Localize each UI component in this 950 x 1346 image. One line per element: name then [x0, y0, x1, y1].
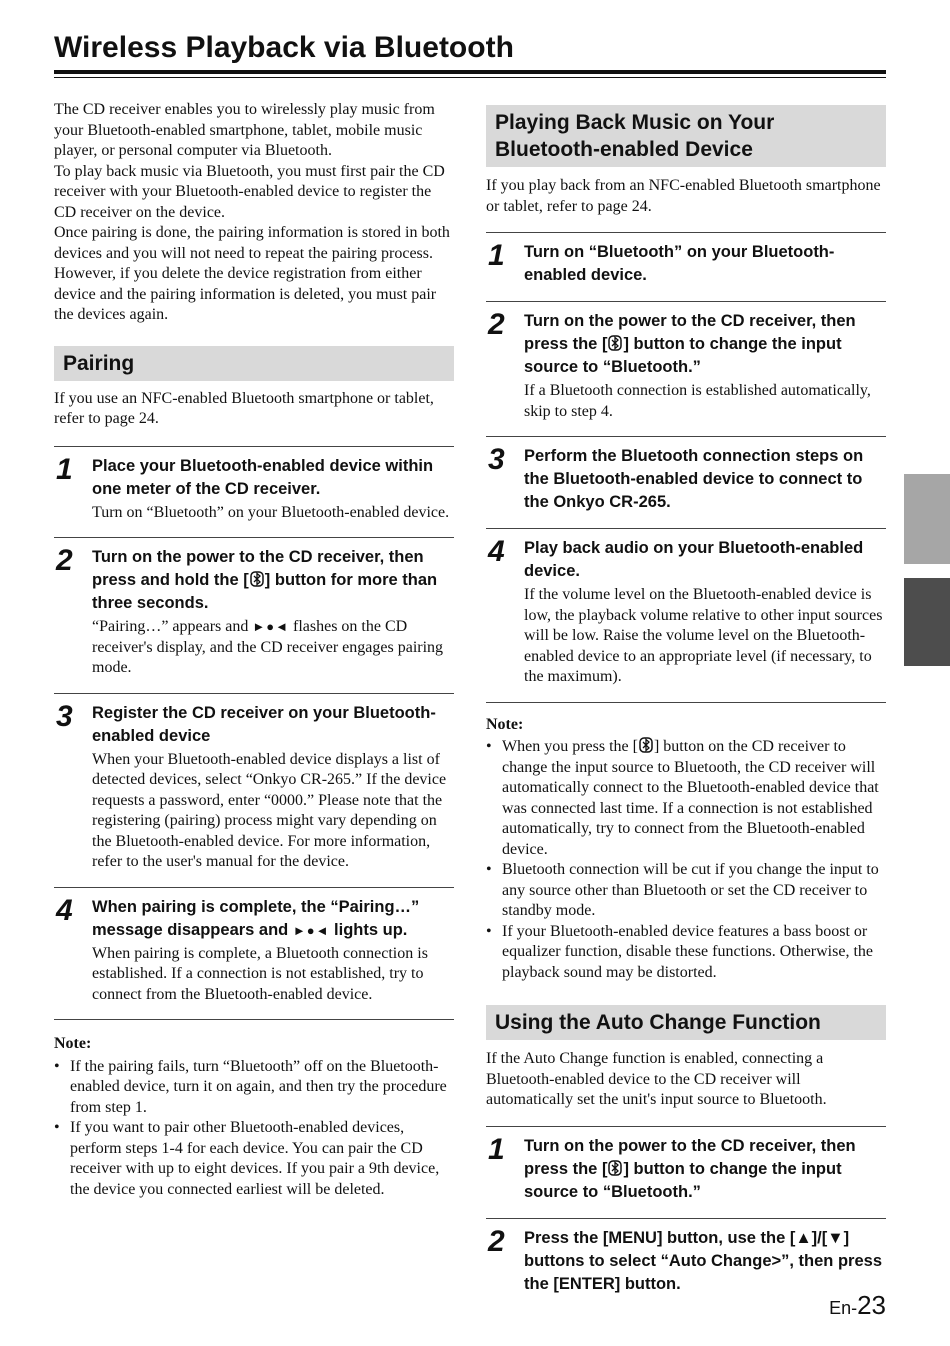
step-number: 1 — [56, 452, 73, 486]
note-label: Note: — [486, 715, 524, 733]
step-title: Place your Bluetooth-enabled device within one meter of the CD receiver. — [92, 456, 434, 498]
pairing-notes — [54, 1034, 454, 1200]
pairing-step-3 — [54, 693, 454, 887]
bullet-icon: • — [486, 922, 492, 940]
pairing-intro: If you use an NFC-enabled Bluetooth smartphone or tablet, refer to page 24. — [54, 389, 434, 427]
step-description: Turn on “Bluetooth” on your Bluetooth-enabled device. — [92, 503, 450, 521]
auto-change-step-2 — [486, 1218, 886, 1300]
note-item — [54, 1057, 454, 1119]
step-desc-part: “Pairing…” appears and — [92, 618, 253, 635]
note-text: If the pairing fails, turn “Bluetooth” off on the Bluetooth-enabled device, turn it on again, and then try the procedure from step 1. — [70, 1057, 447, 1116]
step-number: 3 — [488, 443, 505, 476]
intro-paragraph: To play back music via Bluetooth, you must first pair the CD receiver with your Bluetooth-enabled device to register the CD receiver on the device. — [54, 162, 445, 221]
bullet-icon: • — [486, 861, 492, 878]
playback-step-4 — [486, 528, 886, 703]
auto-change-intro: If the Auto Change function is enabled, connecting a Bluetooth-enabled device to the CD receiver will automatically set the unit's input source to Bluetooth. — [486, 1050, 827, 1108]
note-text-part: When you press the [ — [502, 738, 638, 755]
step-description: When pairing is complete, a Bluetooth connection is established. If a connection is not established, try to connect from the Bluetooth-enabled device. — [92, 944, 428, 1003]
page-number-prefix: En- — [829, 1298, 858, 1318]
right-column — [486, 105, 886, 1300]
section-heading-pairing: Pairing — [54, 346, 454, 381]
step-number: 2 — [56, 544, 73, 577]
step-title-part: ] button for more than three seconds. — [92, 571, 438, 612]
step-title — [92, 896, 454, 942]
bluetooth-button-icon — [250, 571, 264, 587]
bluetooth-button-icon — [639, 737, 653, 753]
left-column — [54, 100, 454, 1200]
note-text: Bluetooth connection will be cut if you change the input to any source other than Bluetooth or set the CD receiver to standby mode. — [502, 861, 879, 919]
auto-change-steps — [486, 1126, 886, 1300]
section-tab-dark — [904, 578, 950, 666]
step-title — [524, 310, 886, 379]
step-title-part: ] button to change the input source to “Bluetooth.” — [524, 335, 842, 376]
playback-step-2 — [486, 301, 886, 436]
step-number: 1 — [488, 1132, 505, 1166]
section-tab-light — [904, 474, 950, 564]
section-heading-playback: Playing Back Music on Your Bluetooth-enabled Device — [486, 105, 886, 167]
bluetooth-button-icon — [608, 1160, 622, 1176]
note-item — [486, 860, 886, 922]
page-number-value: 23 — [857, 1290, 886, 1320]
step-number: 2 — [488, 1224, 505, 1258]
step-title-part: lights up. — [329, 920, 408, 939]
step-title: Turn on “Bluetooth” on your Bluetooth-enabled device. — [524, 243, 835, 284]
step-number: 4 — [56, 893, 73, 927]
step-title — [92, 546, 454, 615]
step-number: 3 — [56, 699, 73, 733]
step-title: Register the CD receiver on your Bluetooth-enabled device — [92, 703, 436, 745]
title-rule-thin — [54, 77, 886, 78]
section-heading-auto-change: Using the Auto Change Function — [486, 1005, 886, 1040]
step-title-part: ] button to change the input source to “Bluetooth.” — [524, 1159, 842, 1201]
page-number — [829, 1290, 886, 1321]
playback-steps — [486, 232, 886, 703]
step-title: Play back audio on your Bluetooth-enabled device. — [524, 539, 864, 580]
playback-intro: If you play back from an NFC-enabled Bluetooth smartphone or tablet, refer to page 24. — [486, 177, 881, 215]
bullet-icon: • — [486, 738, 492, 755]
step-title: Press the [MENU] button, use the [▲]/[▼] buttons to select “Auto Change>”, then press the [ENTER] button. — [524, 1228, 882, 1293]
note-text: If your Bluetooth-enabled device features a bass boost or equalizer function, disable these functions. Otherwise, the playback sound may be distorted. — [502, 922, 873, 981]
step-desc-part: flashes on the CD receiver's display, and the CD receiver engages pairing mode. — [92, 618, 444, 676]
step-title-part: Turn on the power to the CD receiver, then press and hold the [ — [92, 548, 424, 589]
bullet-icon: • — [54, 1057, 60, 1075]
step-description — [92, 617, 454, 679]
page-title: Wireless Playback via Bluetooth — [54, 31, 514, 64]
auto-change-step-1 — [486, 1126, 886, 1218]
playback-notes — [486, 715, 886, 984]
intro-paragraph: Once pairing is done, the pairing information is stored in both devices and you will not need to repeat the pairing process. However, if you delete the device registration from either device and the pairing information is deleted, you must pair the devices again. — [54, 224, 450, 323]
pairing-step-2 — [54, 537, 454, 693]
note-item — [486, 922, 886, 984]
bluetooth-button-icon — [608, 335, 622, 351]
note-item — [486, 737, 886, 860]
pairing-step-1 — [54, 446, 454, 538]
intro-text — [54, 100, 454, 326]
note-item — [54, 1118, 454, 1200]
intro-paragraph: The CD receiver enables you to wirelessly play music from your Bluetooth-enabled smartphone, tablet, mobile music player, or personal computer via Bluetooth. — [54, 101, 435, 159]
note-text: If you want to pair other Bluetooth-enabled devices, perform steps 1-4 for each device. You can pair the CD receiver with up to eight devices. If you pair a 9th device, the device you connected earliest will be deleted. — [70, 1119, 440, 1198]
note-label: Note: — [54, 1035, 92, 1052]
step-title — [524, 1135, 886, 1204]
step-number: 1 — [488, 239, 505, 272]
playback-step-1 — [486, 232, 886, 301]
step-number: 2 — [488, 308, 505, 341]
step-title: Perform the Bluetooth connection steps on the Bluetooth-enabled device to connect to the Onkyo CR-265. — [524, 447, 864, 511]
step-description: If a Bluetooth connection is established automatically, skip to step 4. — [524, 382, 871, 420]
bluetooth-indicator-icon: ►●◄ — [252, 619, 289, 634]
pairing-steps — [54, 446, 454, 1021]
step-title-part: When pairing is complete, the “Pairing…” message disappears and — [92, 897, 420, 939]
playback-step-3 — [486, 436, 886, 528]
step-title-part: Turn on the power to the CD receiver, then press the [ — [524, 1136, 856, 1178]
pairing-step-4 — [54, 887, 454, 1021]
step-title-part: Turn on the power to the CD receiver, then press the [ — [524, 312, 856, 353]
bullet-icon: • — [54, 1119, 60, 1136]
note-text-part: ] button on the CD receiver to change the input source to Bluetooth, the CD receiver will automatically connect to the Bluetooth-enabled device that was connected last time. If a connection is not established automatically, try to connect from the Bluetooth-enabled device. — [502, 738, 879, 858]
step-number: 4 — [488, 535, 505, 568]
step-description: When your Bluetooth-enabled device displays a list of detected devices, select “Onkyo CR-265.” If the device requests a password, enter “0000.” Please note that the registering (pairing) process might vary depending on the Bluetooth-enabled device. For more information, refer to the user's manual for the device. — [92, 750, 447, 870]
bluetooth-indicator-icon: ►●◄ — [292, 922, 330, 938]
step-description: If the volume level on the Bluetooth-enabled device is low, the playback volume relative to other input sources will be low. Raise the volume level on the Bluetooth-enabled device to an appropriate level (if necessary, to the maximum). — [524, 586, 883, 685]
title-rule-thick — [54, 70, 886, 74]
